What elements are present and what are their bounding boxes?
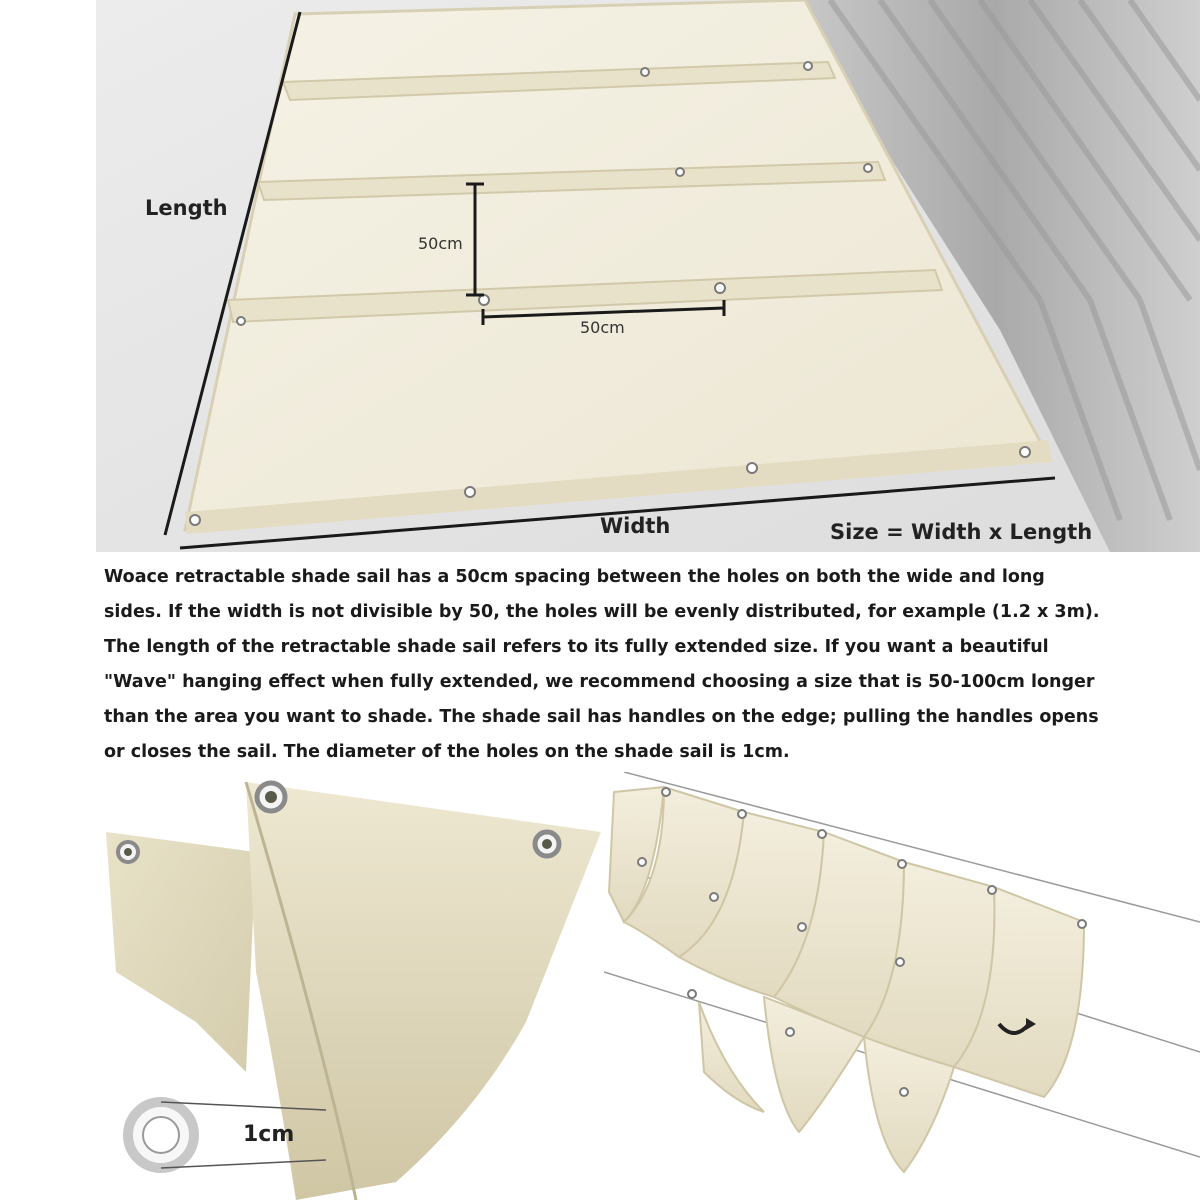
ring-size-icon — [128, 1102, 194, 1168]
top-photo-shade-sail-flat — [96, 0, 1200, 552]
fabric-closeup-photo — [96, 772, 604, 1200]
spacing-vertical-label: 50cm — [418, 234, 463, 253]
hole-size-label: 1cm — [243, 1122, 295, 1147]
wave-sail-illustration — [604, 772, 1200, 1200]
product-description: Woace retractable shade sail has a 50cm spacing between the holes on both the wide and long sides. If the width is not divisible by 50, the holes will be evenly distributed, for example (1.2 x 3m). The length of the retractable shade sail refers to its fully extended size. If you want a beautiful "Wave" hanging effect when fully extended, we recommend choosing a size that is 50-100cm longer than the area you want to shade. The shade sail has handles on the edge; pulling the handles opens or closes the sail. The diameter of the holes on the shade sail is 1cm. — [104, 567, 1100, 762]
shade-sail-flat-illustration — [96, 0, 1200, 552]
size-formula-label: Size = Width x Length — [830, 520, 1093, 544]
length-label: Length — [145, 196, 228, 220]
spacing-horizontal-label: 50cm — [580, 318, 625, 337]
wave-panels — [609, 787, 1084, 1172]
fabric-closeup-illustration — [96, 772, 604, 1200]
width-label: Width — [600, 514, 671, 538]
fabric-left-flap — [106, 832, 256, 1072]
wave-hanging-illustration — [604, 772, 1200, 1200]
